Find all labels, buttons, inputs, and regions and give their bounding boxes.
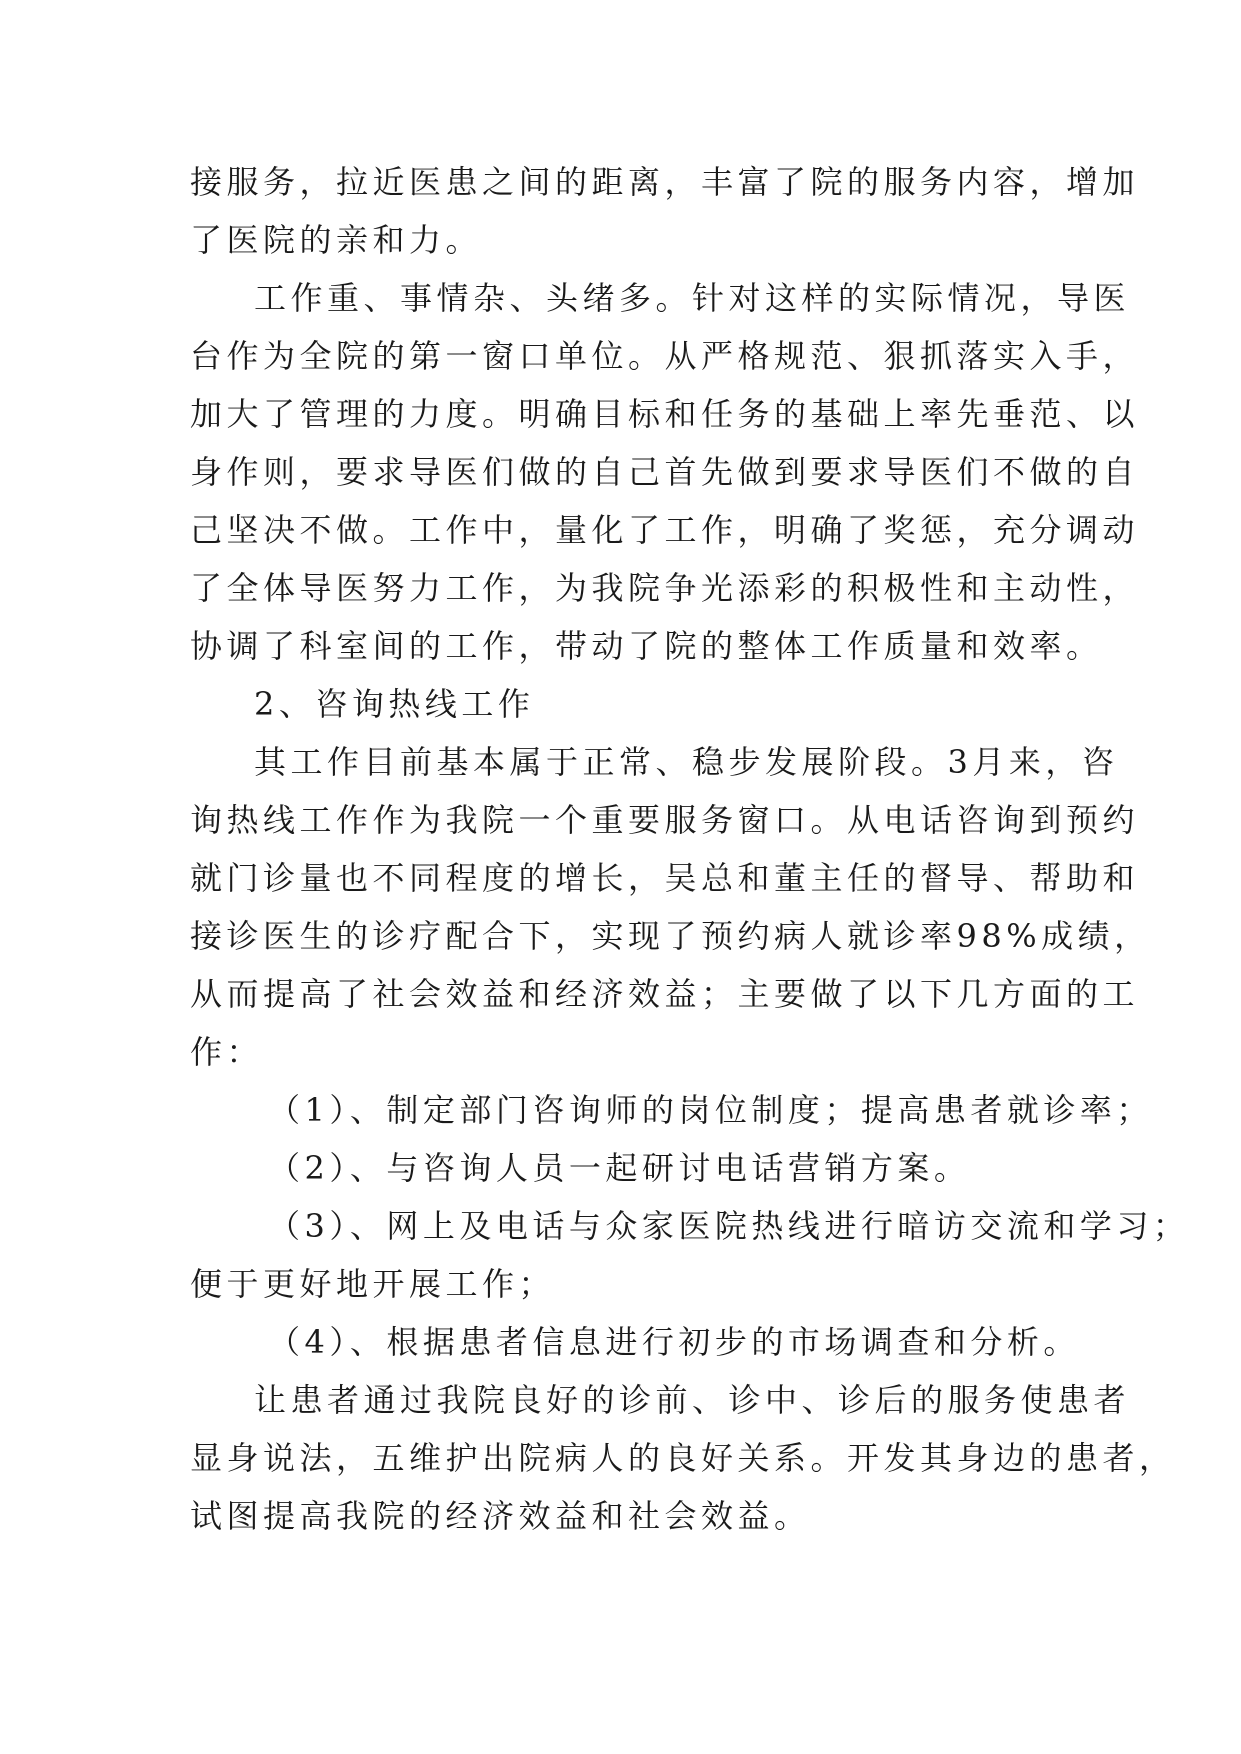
text-line: 从而提高了社会效益和经济效益；主要做了以下几方面的工 [190, 975, 1140, 1013]
text-line: 己坚决不做。工作中，量化了工作，明确了奖惩，充分调动 [190, 511, 1140, 549]
text-line: 了全体导医努力工作，为我院争光添彩的积极性和主动性， [190, 569, 1140, 607]
text-line: 其工作目前基本属于正常、稳步发展阶段。3月来，咨 [254, 743, 1119, 781]
list-item: （3）、网上及电话与众家医院热线进行暗访交流和学习； [268, 1207, 1190, 1245]
text-line: 显身说法，五维护出院病人的良好关系。开发其身边的患者， [190, 1439, 1176, 1477]
text-line: 接服务，拉近医患之间的距离，丰富了院的服务内容，增加 [190, 163, 1140, 201]
text-line: 就门诊量也不同程度的增长，吴总和董主任的督导、帮助和 [190, 859, 1140, 897]
text-line: 工作重、事情杂、头绪多。针对这样的实际情况，导医 [254, 279, 1131, 317]
section-heading: 2、咨询热线工作 [254, 685, 535, 723]
text-line: 询热线工作作为我院一个重要服务窗口。从电话咨询到预约 [190, 801, 1140, 839]
text-line: 了医院的亲和力。 [190, 221, 483, 259]
text-line: 协调了科室间的工作，带动了院的整体工作质量和效率。 [190, 627, 1103, 665]
list-item: （1）、制定部门咨询师的岗位制度；提高患者就诊率； [268, 1091, 1153, 1129]
list-item: （2）、与咨询人员一起研讨电话营销方案。 [268, 1149, 971, 1187]
text-line: 让患者通过我院良好的诊前、诊中、诊后的服务使患者 [254, 1381, 1131, 1419]
text-line: 作： [190, 1033, 264, 1071]
text-line: 加大了管理的力度。明确目标和任务的基础上率先垂范、以 [190, 395, 1140, 433]
text-line: 接诊医生的诊疗配合下，实现了预约病人就诊率98%成绩， [190, 917, 1151, 955]
list-item: （4）、根据患者信息进行初步的市场调查和分析。 [268, 1323, 1080, 1361]
text-line: 台作为全院的第一窗口单位。从严格规范、狠抓落实入手， [190, 337, 1140, 375]
text-line: 便于更好地开展工作； [190, 1265, 556, 1303]
text-line: 身作则，要求导医们做的自己首先做到要求导医们不做的自 [190, 453, 1140, 491]
text-line: 试图提高我院的经济效益和社会效益。 [190, 1497, 811, 1535]
